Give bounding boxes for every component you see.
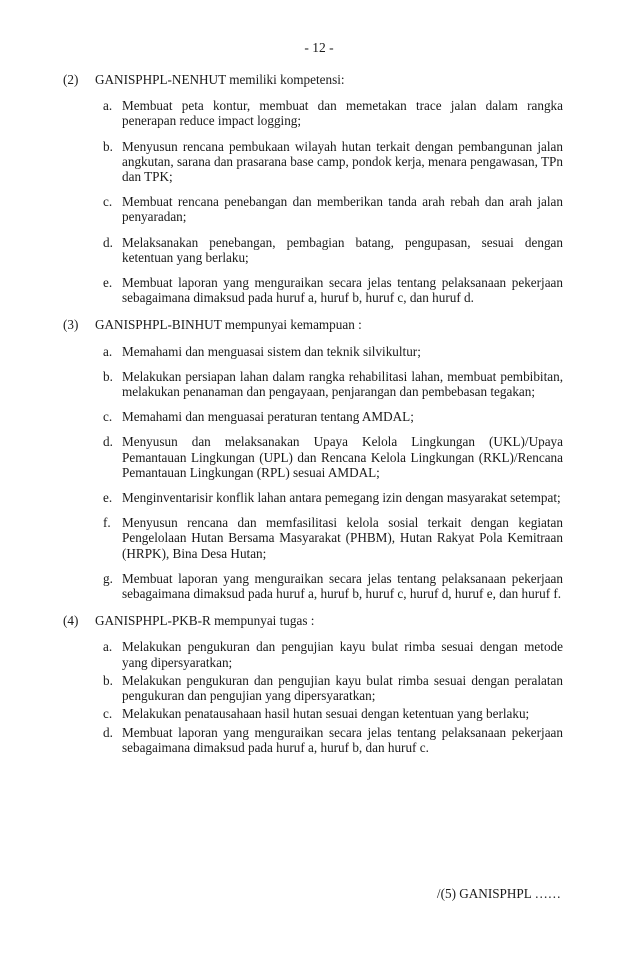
list-item: [103, 706, 563, 721]
item-text: Menyusun rencana dan memfasilitasi kelola sosial terkait dengan kegiatan Pengelolaan Hutan Bersama Masyarakat (PHBM), Hutan Rakyat Pola Kemitraan (HRPK), Bina Desa Hutan;: [122, 515, 563, 561]
item-letter: a.: [103, 639, 113, 655]
list-item: [103, 490, 563, 505]
section-heading-text: GANISPHPL-NENHUT memiliki kompetensi:: [95, 72, 345, 87]
section-heading: [63, 317, 563, 333]
item-text: Melakukan pengukuran dan pengujian kayu bulat rimba sesuai dengan peralatan pengukuran dan pengujian yang dipersyaratkan;: [122, 672, 563, 704]
item-text: Membuat laporan yang menguraikan secara jelas tentang pelaksanaan pekerjaan sebagaimana dimaksud pada huruf a, huruf b, huruf c, dan huruf d.: [122, 275, 563, 306]
list-item: [103, 275, 563, 305]
section-heading-text: GANISPHPL-PKB-R mempunyai tugas :: [95, 613, 315, 629]
section-number: (4): [63, 613, 79, 629]
list-item: [103, 235, 563, 265]
item-letter: b.: [103, 672, 113, 688]
document-body: [63, 72, 563, 767]
item-text: Melakukan pengukuran dan pengujian kayu bulat rimba sesuai dengan metode yang dipersyaratkan;: [122, 639, 563, 670]
list-item: [103, 369, 563, 399]
item-letter: e.: [103, 275, 113, 291]
item-letter: g.: [103, 570, 113, 586]
section-heading: [63, 72, 563, 87]
list-item: [103, 673, 563, 703]
list-item: [103, 409, 563, 424]
page-number: - 12 -: [304, 40, 334, 55]
list-item: [103, 194, 563, 224]
item-letter: a.: [103, 343, 113, 359]
item-list: [103, 639, 563, 754]
list-item: [103, 725, 563, 755]
item-letter: d.: [103, 234, 113, 250]
item-text: Memahami dan menguasai sistem dan teknik silvikultur;: [122, 343, 421, 359]
list-item: [103, 434, 563, 480]
section-4: [63, 613, 563, 755]
item-letter: d.: [103, 434, 113, 450]
list-item: [103, 139, 563, 185]
item-text: Melakukan persiapan lahan dalam rangka rehabilitasi lahan, membuat pembibitan, melakukan penanaman dan pengayaan, penjarangan dan pembebasan tegakan;: [122, 368, 563, 400]
list-item: [103, 639, 563, 669]
item-text: Melaksanakan penebangan, pembagian batang, pengupasan, sesuai dengan ketentuan yang berlaku;: [122, 234, 563, 265]
list-item: [103, 98, 563, 128]
item-text: Membuat laporan yang menguraikan secara jelas tentang pelaksanaan pekerjaan sebagaimana dimaksud pada huruf a, huruf b, dan huruf c.: [122, 724, 563, 755]
item-letter: d.: [103, 724, 113, 740]
item-letter: c.: [103, 409, 113, 425]
item-letter: c.: [103, 706, 113, 722]
section-2: [63, 72, 563, 306]
list-item: [103, 515, 563, 561]
item-letter: e.: [103, 490, 113, 506]
item-text: Membuat rencana penebangan dan memberikan tanda arah rebah dan arah jalan penyaradan;: [122, 194, 563, 225]
section-number: (3): [63, 317, 79, 333]
item-letter: f.: [103, 515, 111, 531]
section-3: [63, 317, 563, 602]
item-text: Membuat peta kontur, membuat dan memetakan trace jalan dalam rangka penerapan reduce impact logging;: [122, 98, 563, 129]
item-letter: b.: [103, 368, 113, 384]
list-item: [103, 344, 563, 359]
list-item: [103, 571, 563, 601]
item-letter: c.: [103, 194, 113, 210]
item-text: Melakukan penatausahaan hasil hutan sesuai dengan ketentuan yang berlaku;: [122, 706, 530, 722]
item-text: Menyusun dan melaksanakan Upaya Kelola Lingkungan (UKL)/Upaya Pemantauan Lingkungan (UPL) dan Rencana Kelola Lingkungan (RKL)/Rencana Pemantauan Lingkungan (RPL) sesuai AMDAL;: [122, 434, 563, 480]
item-text: Membuat laporan yang menguraikan secara jelas tentang pelaksanaan pekerjaan sebagaimana dimaksud pada huruf a, huruf b, huruf c, huruf d, huruf e, dan huruf f.: [122, 570, 563, 602]
continuation-footer: /(5) GANISPHPL ……: [436, 886, 561, 901]
item-text: Menyusun rencana pembukaan wilayah hutan terkait dengan pembangunan jalan angkutan, sarana dan prasarana base camp, pondok kerja, menara pengawasan, TPn dan TPK;: [122, 138, 563, 185]
item-text: Menginventarisir konflik lahan antara pemegang izin dengan masyarakat setempat;: [122, 490, 561, 506]
item-letter: a.: [103, 98, 113, 114]
item-text: Memahami dan menguasai peraturan tentang AMDAL;: [122, 409, 414, 425]
item-letter: b.: [103, 138, 113, 154]
item-list: [103, 344, 563, 602]
section-heading-text: GANISPHPL-BINHUT mempunyai kemampuan :: [95, 317, 362, 333]
section-heading: [63, 613, 563, 629]
item-list: [103, 98, 563, 305]
section-number: (2): [63, 72, 79, 87]
